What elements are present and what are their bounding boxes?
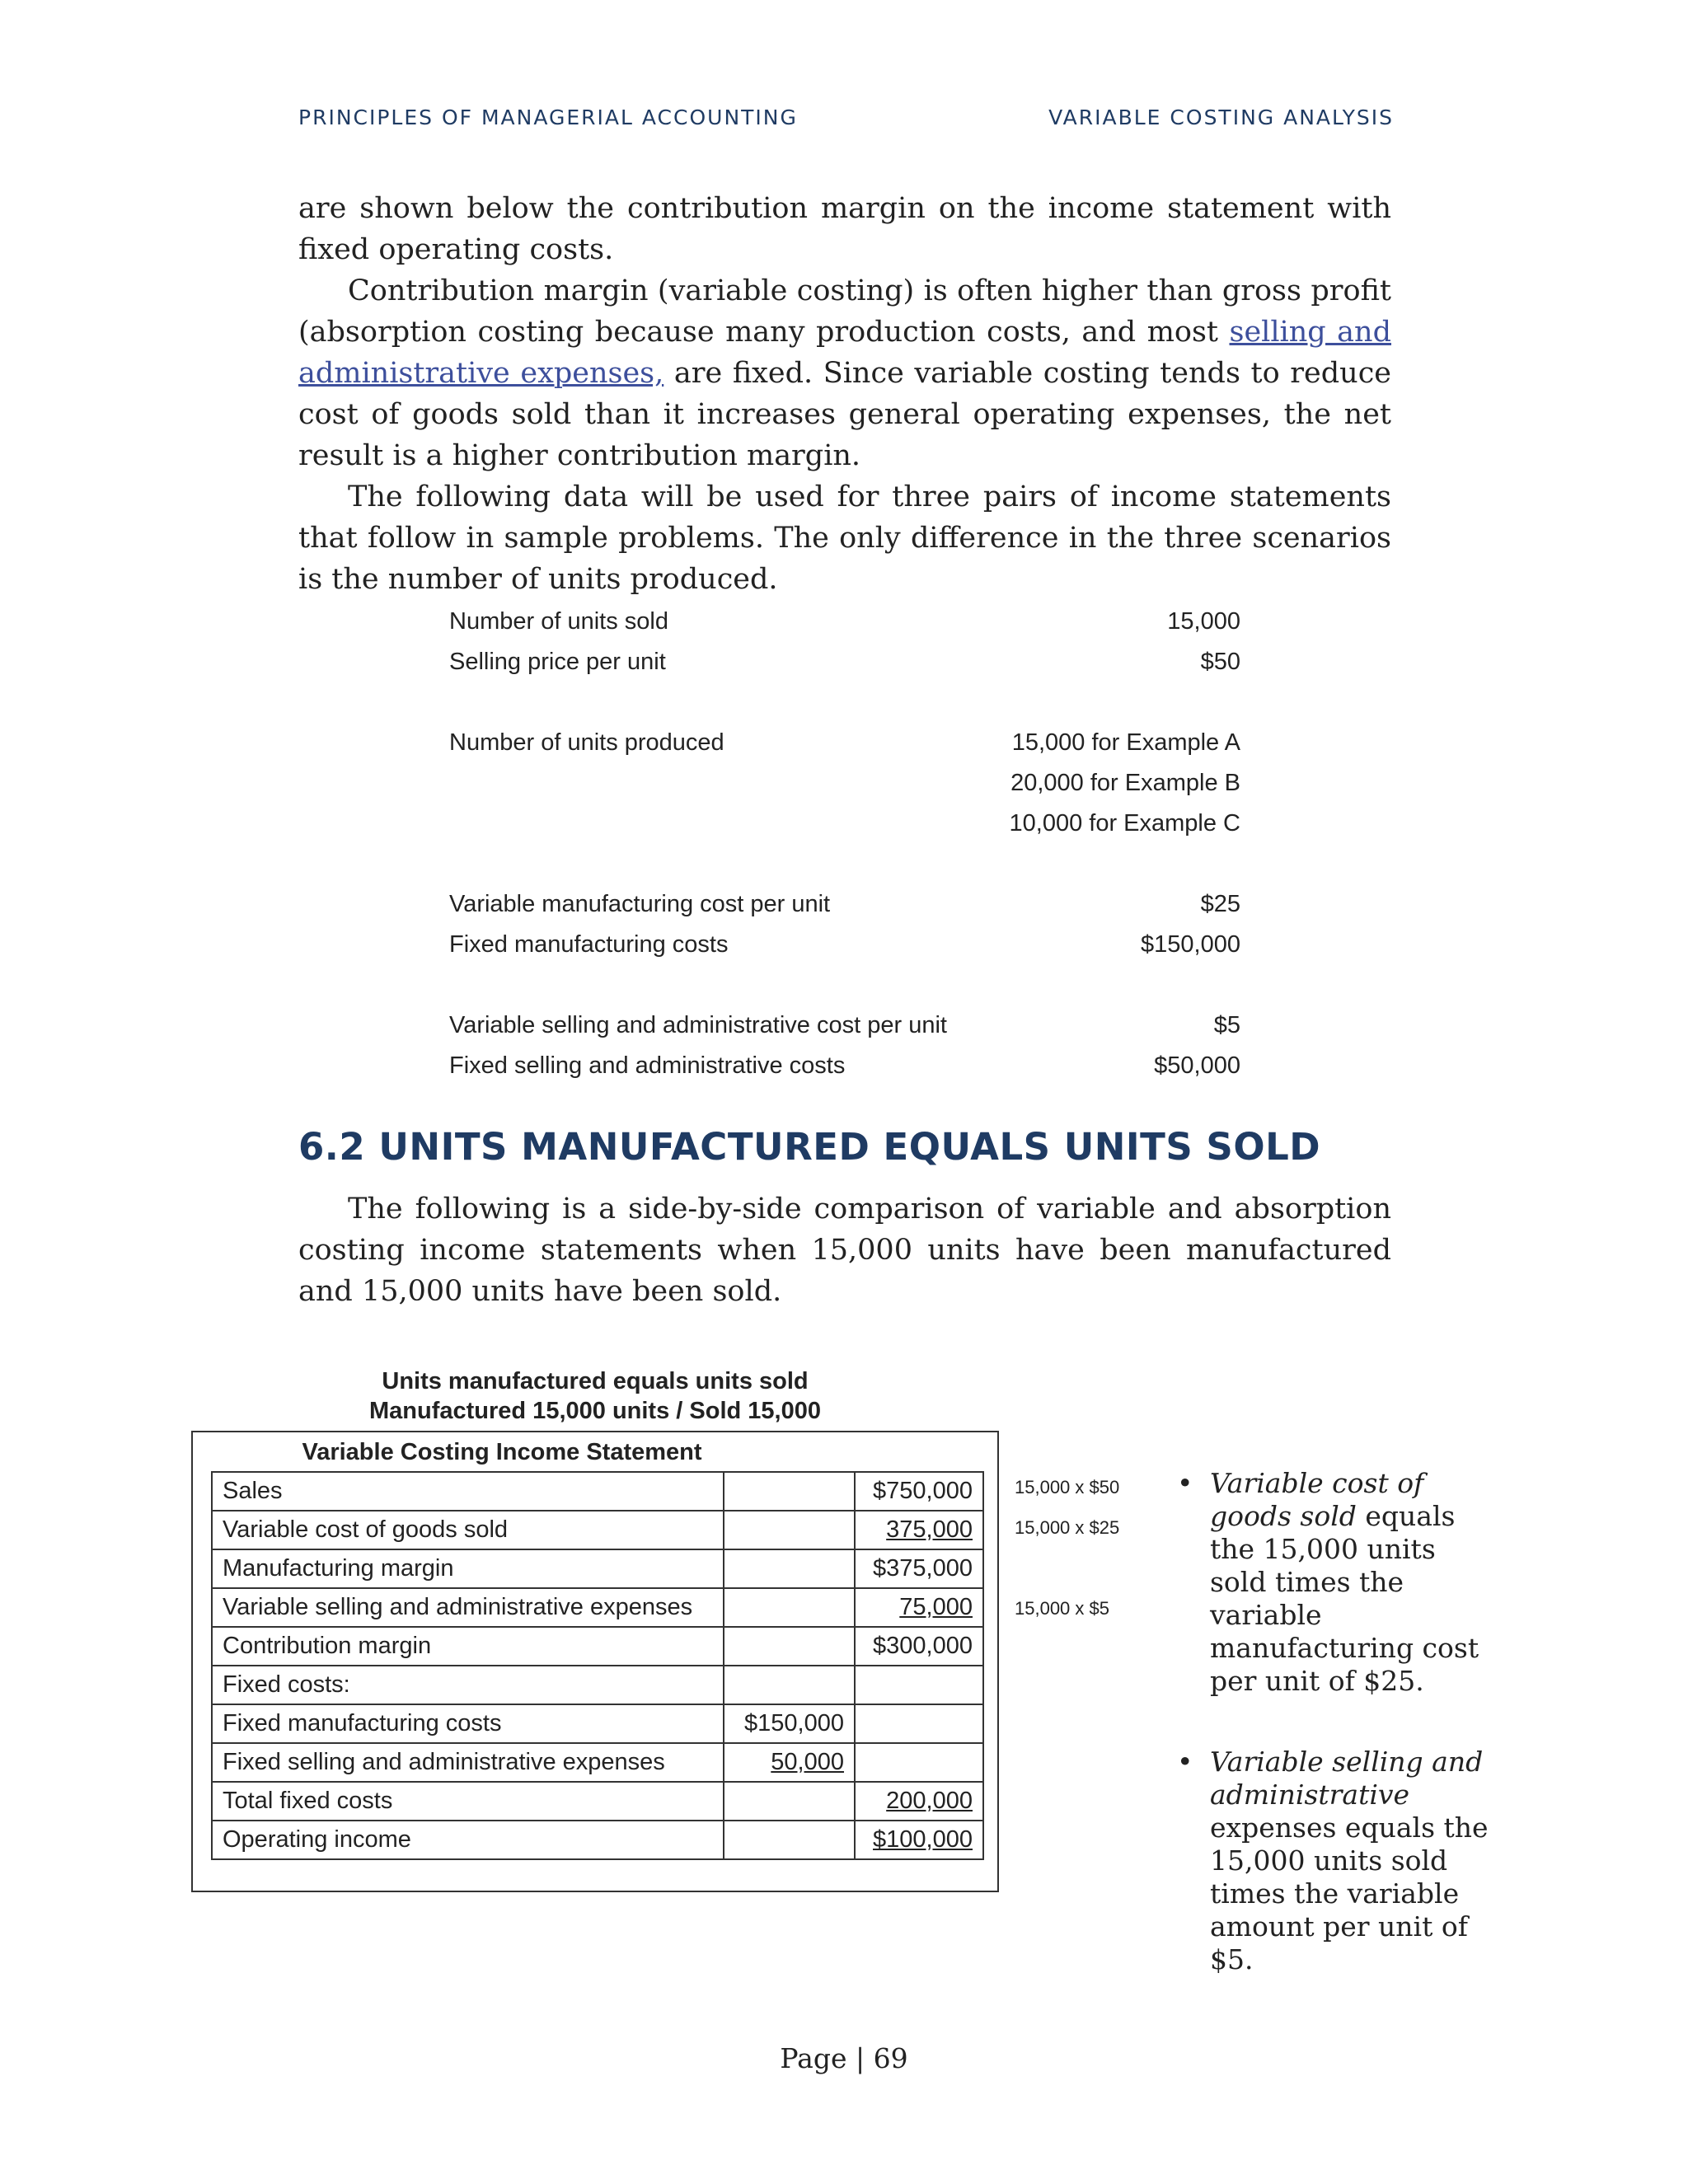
table-row <box>212 1704 983 1743</box>
table-row <box>212 1821 983 1859</box>
note-text: equals the 15,000 units sold times the variable manufacturing cost per unit of $25. <box>1210 1500 1479 1697</box>
paragraph-section-intro: The following is a side-by-side comparison of variable and absorption costing income statements when 15,000 units have been manufactured and 15,000 units have been sold. <box>298 1193 1391 1308</box>
calc-note-sales: 15,000 x $50 <box>1015 1477 1120 1497</box>
data-row-variable-sa-cost <box>449 1005 1240 1046</box>
calc-note-variable-sa: 15,000 x $5 <box>1015 1598 1109 1619</box>
statement-title: Variable Costing Income Statement <box>302 1439 702 1465</box>
row-subtotal <box>724 1782 855 1821</box>
data-row-units-produced <box>449 723 1240 763</box>
row-label-variable-sa: Variable selling and administrative expenses <box>212 1588 724 1627</box>
row-amount: 75,000 <box>899 1594 973 1620</box>
table-row <box>212 1472 983 1511</box>
figure-subtitle: Manufactured 15,000 units / Sold 15,000 <box>369 1398 821 1424</box>
data-label: Fixed manufacturing costs <box>449 931 729 958</box>
data-row-units-sold <box>449 602 1240 642</box>
row-amount: $300,000 <box>855 1627 983 1666</box>
data-row-selling-price <box>449 642 1240 682</box>
row-amount: 200,000 <box>886 1788 973 1814</box>
running-header-right: VARIABLE COSTING ANALYSIS <box>1048 105 1394 129</box>
table-row <box>212 1511 983 1549</box>
bullet-icon: • <box>1177 1467 1193 1499</box>
table-row <box>212 1549 983 1588</box>
row-subtotal <box>724 1588 855 1627</box>
section-heading: 6.2 UNITS MANUFACTURED EQUALS UNITS SOLD <box>298 1125 1321 1169</box>
data-value: $50 <box>1200 649 1240 675</box>
note-emphasis: Variable selling and administrative <box>1210 1746 1484 1811</box>
row-amount: $750,000 <box>855 1472 983 1511</box>
row-amount: $100,000 <box>873 1826 973 1853</box>
data-value: 15,000 for Example A <box>1011 729 1240 756</box>
data-row-fixed-mfg-cost <box>449 925 1240 965</box>
note-emphasis: Variable cost of goods sold <box>1210 1467 1424 1532</box>
data-value: 15,000 <box>1167 608 1240 635</box>
data-label: Fixed selling and administrative costs <box>449 1052 846 1079</box>
side-note-variable-cogs <box>1169 1467 1498 1698</box>
data-value: 20,000 for Example B <box>1010 770 1240 796</box>
bullet-icon: • <box>1177 1746 1193 1778</box>
row-label-operating-income: Operating income <box>212 1821 724 1859</box>
data-row-variable-mfg-cost <box>449 884 1240 925</box>
row-label-fixed-sa: Fixed selling and administrative expenses <box>212 1743 724 1782</box>
row-label-fixed-mfg: Fixed manufacturing costs <box>212 1704 724 1743</box>
scenario-data-table <box>449 602 1240 1086</box>
data-value: $50,000 <box>1154 1052 1240 1079</box>
body-text-top <box>298 188 1391 600</box>
paragraph-continued: are shown below the contribution margin on the income statement with fixed operating costs. <box>298 192 1391 266</box>
row-subtotal: 50,000 <box>771 1749 844 1775</box>
row-subtotal: $150,000 <box>724 1704 855 1743</box>
calc-note-variable-cogs: 15,000 x $25 <box>1015 1517 1120 1538</box>
row-label-fixed-costs: Fixed costs: <box>212 1666 724 1704</box>
data-row-fixed-sa-cost <box>449 1046 1240 1086</box>
selling-admin-expenses-link[interactable]: selling and administrative expenses, <box>298 316 1391 390</box>
row-label-sales: Sales <box>212 1472 724 1511</box>
side-notes <box>1169 1467 1498 2004</box>
table-row <box>212 1627 983 1666</box>
row-subtotal <box>724 1511 855 1549</box>
data-value: 10,000 for Example C <box>1009 810 1240 837</box>
data-value: $150,000 <box>1141 931 1240 958</box>
row-subtotal <box>724 1472 855 1511</box>
table-row <box>212 1666 983 1704</box>
paragraph-contribution-margin <box>298 270 1391 476</box>
row-amount: $375,000 <box>855 1549 983 1588</box>
data-label: Variable manufacturing cost per unit <box>449 891 831 917</box>
paragraph-text: Contribution margin (variable costing) is often higher than gross profit (absorption costing because many production costs, and most <box>298 274 1391 349</box>
row-amount: 375,000 <box>886 1516 973 1543</box>
data-row-units-produced-c <box>449 804 1240 844</box>
row-label-manufacturing-margin: Manufacturing margin <box>212 1549 724 1588</box>
table-row <box>212 1588 983 1627</box>
running-header-left: PRINCIPLES OF MANAGERIAL ACCOUNTING <box>298 105 798 129</box>
page-number: Page | 69 <box>780 2042 908 2074</box>
row-subtotal <box>724 1627 855 1666</box>
row-label-contribution-margin: Contribution margin <box>212 1627 724 1666</box>
paragraph-text: are fixed. Since variable costing tends to reduce cost of goods sold than it increases general operating expenses, the net result is a higher contribution margin. <box>298 357 1392 472</box>
row-amount <box>855 1704 983 1743</box>
row-label-variable-cogs: Variable cost of goods sold <box>212 1511 724 1549</box>
row-subtotal <box>724 1549 855 1588</box>
data-value: $5 <box>1213 1012 1240 1038</box>
row-amount <box>855 1743 983 1782</box>
income-statement-table <box>211 1471 984 1860</box>
row-amount <box>855 1666 983 1704</box>
row-subtotal <box>724 1821 855 1859</box>
row-label-total-fixed: Total fixed costs <box>212 1782 724 1821</box>
row-subtotal <box>724 1666 855 1704</box>
data-label: Number of units produced <box>449 729 724 756</box>
data-label: Selling price per unit <box>449 649 666 675</box>
data-label: Variable selling and administrative cost per unit <box>449 1012 947 1038</box>
data-row-units-produced-b <box>449 763 1240 804</box>
paragraph-data-intro: The following data will be used for three pairs of income statements that follow in sample problems. The only difference in the three scenarios is the number of units produced. <box>298 480 1391 596</box>
data-label: Number of units sold <box>449 608 668 635</box>
table-row <box>212 1782 983 1821</box>
figure-title: Units manufactured equals units sold <box>382 1368 809 1394</box>
side-note-variable-sa <box>1169 1746 1498 1976</box>
income-statement-box <box>191 1431 999 1892</box>
body-text-section <box>298 1188 1391 1312</box>
data-value: $25 <box>1200 891 1240 917</box>
note-text: expenses equals the 15,000 units sold times the variable amount per unit of $5. <box>1210 1811 1489 1975</box>
table-row <box>212 1743 983 1782</box>
